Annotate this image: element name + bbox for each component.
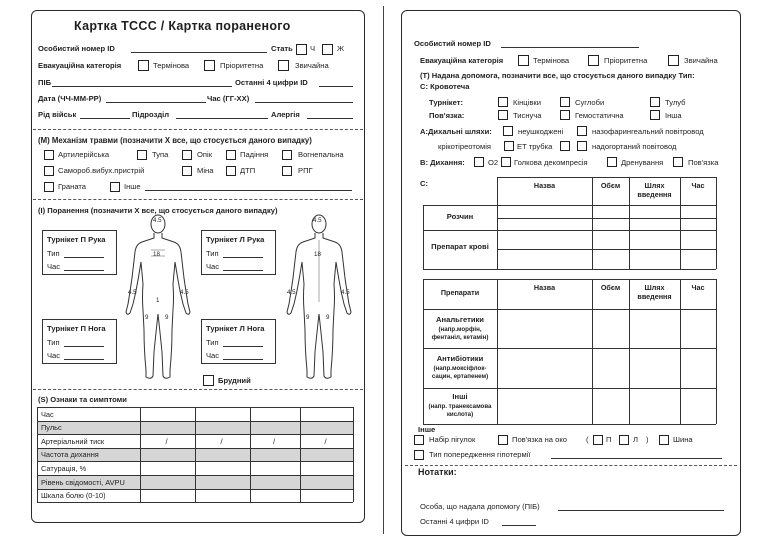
mechanism-title: (M) Механізм травми (позначити X все, що стосується даного випадку) — [38, 136, 312, 145]
unit-field[interactable] — [176, 118, 268, 119]
signs-value-cell[interactable] — [140, 448, 195, 462]
mech-artillery-checkbox[interactable] — [44, 150, 54, 160]
other-eye-open: ( — [586, 435, 589, 444]
body-head-percent: 4.5 — [153, 217, 162, 224]
airway-sga-checkbox[interactable] — [577, 141, 587, 151]
dressing-other-checkbox[interactable] — [650, 110, 660, 120]
dressing-hemostatic-label: Гемостатична — [575, 111, 624, 120]
other-eye-left-label: Л — [633, 435, 638, 444]
other-splint-label: Шина — [673, 435, 693, 444]
mech-mva-label: ДТП — [240, 166, 256, 175]
name-field[interactable] — [52, 86, 232, 87]
tq-time-label: Час — [47, 262, 61, 271]
meds-header: Назва — [533, 283, 556, 292]
tq-time-field[interactable] — [223, 270, 263, 271]
other-pill-label: Набір пігулок — [429, 435, 476, 444]
body-groin-percent: 1 — [156, 297, 160, 304]
bp-slash: / — [220, 436, 223, 446]
airway-cric-checkbox[interactable] — [504, 141, 514, 151]
other-splint-checkbox[interactable] — [659, 435, 669, 445]
mech-blunt-checkbox[interactable] — [137, 150, 147, 160]
mech-gunshot-label: Вогнепальна — [298, 150, 344, 159]
med-category-label: Антибіотики — [436, 354, 484, 363]
signs-value-cell[interactable] — [250, 448, 300, 462]
last4-field[interactable] — [319, 86, 353, 87]
tq-type-label: Тип — [47, 338, 60, 347]
meds-header: Час — [691, 283, 705, 292]
back-evac-routine-label: Звичайна — [684, 56, 718, 65]
fluids-grid-line — [592, 177, 593, 269]
date-label: Дата (ЧЧ-ММ-РР) — [38, 94, 102, 103]
tq-type-field[interactable] — [64, 346, 104, 347]
signs-grid-line — [37, 502, 353, 503]
signs-value-cell[interactable] — [195, 434, 250, 448]
signs-row-label: Рівень свідомості, AVPU — [41, 477, 125, 487]
meds-grid-line — [423, 279, 424, 424]
tq-limbs-label: Кінцівки — [513, 98, 541, 107]
body-chest-percent: 18 — [153, 251, 160, 258]
bp-slash: / — [324, 436, 327, 446]
other-title: Інше — [418, 425, 436, 434]
provider-label: Особа, що надала допомогу (ПІБ) — [420, 502, 540, 511]
meds-grid-line — [423, 309, 716, 310]
signs-value-cell[interactable] — [300, 407, 353, 421]
sex-male-checkbox[interactable] — [296, 44, 307, 55]
signs-value-cell[interactable] — [195, 407, 250, 421]
provider-field[interactable] — [558, 510, 724, 511]
med-category-label: Анальгетики — [436, 315, 484, 324]
tq-trunk-checkbox[interactable] — [650, 97, 660, 107]
meds-grid-line — [423, 424, 716, 425]
fold-divider — [383, 6, 384, 534]
evac-routine-label: Звичайна — [295, 61, 329, 70]
mech-other-field[interactable] — [145, 190, 352, 191]
fluids-header: Обєм — [600, 181, 621, 190]
id-field[interactable] — [131, 52, 267, 53]
card-title: Картка ТССС / Картка пораненого — [74, 19, 291, 33]
signs-value-cell[interactable] — [140, 475, 195, 489]
fluids-grid-line — [497, 218, 716, 219]
signs-value-cell[interactable] — [300, 475, 353, 489]
id-label: Особистий номер ID — [38, 44, 115, 53]
body-leg-percent: 9 — [326, 314, 330, 321]
meds-grid-line — [497, 279, 498, 424]
back-id-field[interactable] — [501, 47, 639, 48]
mech-mine-label: Міна — [197, 166, 214, 175]
fluids-grid-line — [423, 230, 716, 231]
signs-value-cell[interactable] — [195, 489, 250, 503]
body-leg-percent: 9 — [145, 314, 149, 321]
evac-priority-label: Пріоритетна — [220, 61, 264, 70]
other-pill-checkbox[interactable] — [414, 435, 424, 445]
mech-grenade-label: Граната — [58, 182, 86, 191]
mech-ied-checkbox[interactable] — [44, 166, 54, 176]
mech-other-checkbox[interactable] — [110, 182, 120, 192]
evac-urgent-checkbox[interactable] — [138, 60, 149, 71]
back-evac-urgent-checkbox[interactable] — [518, 55, 529, 66]
airway-ett-label: ЕТ трубка — [517, 142, 553, 151]
tq-label: Турнікет: — [429, 98, 463, 107]
signs-value-cell[interactable] — [250, 407, 300, 421]
signs-value-cell[interactable] — [140, 421, 195, 435]
signs-value-cell[interactable] — [140, 461, 195, 475]
back-id-label: Особистий номер ID — [414, 39, 491, 48]
branch-field[interactable] — [80, 118, 130, 119]
help-title: (T) Надана допомога, позначити все, що стосується даного випадку Тип: — [420, 71, 695, 80]
body-arm-percent: 4.5 — [128, 289, 137, 296]
mech-fall-checkbox[interactable] — [226, 150, 236, 160]
meds-grid-line — [680, 279, 681, 424]
signs-value-cell[interactable] — [300, 421, 353, 435]
mech-mva-checkbox[interactable] — [226, 166, 236, 176]
mech-rpg-label: РПГ — [298, 166, 313, 175]
section-divider — [33, 199, 363, 200]
other-eye-left-checkbox[interactable] — [619, 435, 629, 445]
mech-blunt-label: Тупа — [152, 150, 169, 159]
meds-header: Шлях введення — [637, 283, 672, 301]
time-label: Час (ГГ-ХХ) — [207, 94, 250, 103]
other-hypo-label: Тип попередження гіпотермії — [429, 450, 531, 459]
signs-row-label: Частота дихання — [41, 450, 99, 460]
evac-label: Евакуаційна категорія — [38, 61, 122, 70]
signs-grid-line — [37, 407, 38, 502]
tq-type-field[interactable] — [64, 257, 104, 258]
tq-time-field[interactable] — [223, 359, 263, 360]
dressing-pressure-checkbox[interactable] — [498, 110, 508, 120]
tq-type-label: Тип — [47, 249, 60, 258]
other-eye-right-label: П — [606, 435, 612, 444]
breathing-needle-checkbox[interactable] — [607, 157, 617, 167]
notes-title: Нотатки: — [418, 467, 457, 477]
fluids-grid-line — [716, 177, 717, 269]
body-arm-percent: 4.5 — [341, 289, 350, 296]
fluid-row-label: Препарат крові — [431, 242, 489, 251]
back-evac-urgent-label: Термінова — [533, 56, 570, 65]
tq-time-label: Час — [47, 351, 61, 360]
meds-grid-line — [716, 279, 717, 424]
airway-intact-checkbox[interactable] — [503, 126, 513, 136]
signs-value-cell[interactable] — [140, 407, 195, 421]
signs-row-label: Пульс — [41, 423, 62, 433]
tq-right-arm-label: Турнікет П Рука — [47, 235, 106, 244]
fluid-row-label: Розчин — [446, 212, 474, 221]
provider-last4-field[interactable] — [502, 525, 536, 526]
signs-value-cell[interactable] — [250, 421, 300, 435]
allergy-label: Алергія — [271, 110, 300, 119]
signs-value-cell[interactable] — [140, 434, 195, 448]
tq-type-field[interactable] — [223, 346, 263, 347]
fluids-grid-line — [497, 177, 498, 269]
meds-header: Препарати — [440, 288, 480, 297]
last4-label: Останні 4 цифри ID — [235, 78, 308, 87]
meds-grid-line — [423, 388, 716, 389]
back-evac-priority-label: Пріоритетна — [604, 56, 648, 65]
other-eye-close: ) — [646, 435, 649, 444]
dressing-pressure-label: Тиснуча — [513, 111, 542, 120]
meds-grid-line — [423, 348, 716, 349]
mech-rpg-checkbox[interactable] — [282, 166, 292, 176]
airway-intact-label: неушкоджені — [518, 127, 564, 136]
signs-value-cell[interactable] — [195, 421, 250, 435]
other-hypo-field[interactable] — [551, 458, 722, 459]
mech-mine-checkbox[interactable] — [182, 166, 192, 176]
mech-artillery-label: Артилерійська — [58, 150, 110, 159]
breathing-o2-checkbox[interactable] — [474, 157, 484, 167]
evac-routine-checkbox[interactable] — [278, 60, 289, 71]
signs-value-cell[interactable] — [250, 475, 300, 489]
section-divider — [405, 465, 737, 466]
breathing-label: В: Дихання: — [420, 158, 465, 167]
tq-limbs-checkbox[interactable] — [498, 97, 508, 107]
breathing-needle-label: Голкова декомпресія — [514, 158, 588, 167]
tq-left-leg-label: Турнікет Л Нога — [206, 324, 265, 333]
other-eye-right-checkbox[interactable] — [593, 435, 603, 445]
tq-type-label: Тип — [206, 338, 219, 347]
body-head-percent: 4.5 — [313, 217, 322, 224]
signs-row-label: Сатурація, % — [41, 463, 87, 473]
tq-time-field[interactable] — [64, 359, 104, 360]
signs-value-cell[interactable] — [195, 461, 250, 475]
section-divider — [33, 389, 363, 390]
dressing-hemostatic-checkbox[interactable] — [560, 110, 570, 120]
breathing-seal-checkbox[interactable] — [673, 157, 683, 167]
breathing-o2-extra-checkbox[interactable] — [501, 157, 511, 167]
airway-ett-checkbox[interactable] — [560, 141, 570, 151]
other-eye-checkbox[interactable] — [498, 435, 508, 445]
signs-row-label: Шкала болю (0-10) — [41, 491, 106, 501]
circulation-label: С: — [420, 179, 429, 188]
mech-gunshot-checkbox[interactable] — [282, 150, 292, 160]
body-arm-percent: 4.5 — [180, 289, 189, 296]
name-label: ПІБ — [38, 78, 52, 87]
dirty-label: Брудний — [218, 376, 251, 385]
back-evac-label: Евакуаційна категорія — [420, 56, 504, 65]
signs-value-cell[interactable] — [300, 489, 353, 503]
signs-title: (S) Ознаки та симптоми — [38, 395, 127, 404]
sex-female-checkbox[interactable] — [322, 44, 333, 55]
branch-label: Рід військ — [38, 110, 77, 119]
body-chest-percent: 18 — [314, 251, 321, 258]
section-divider — [33, 129, 363, 130]
signs-value-cell[interactable] — [250, 461, 300, 475]
signs-value-cell[interactable] — [300, 461, 353, 475]
tq-time-label: Час — [206, 262, 220, 271]
breathing-chest-tube-label: Дренування — [621, 158, 664, 167]
fluids-grid-line — [423, 205, 716, 206]
other-eye-label: Пов'язка на око — [512, 435, 567, 444]
med-category-example: (напр.морфін, фентаніл, кетамін) — [431, 326, 489, 342]
med-category-example: (напр. транексамова кислота) — [428, 403, 492, 419]
bp-slash: / — [165, 436, 168, 446]
time-field[interactable] — [255, 102, 353, 103]
injury-title: (І) Поранення (позначити X все, що стосується даного випадку) — [38, 206, 278, 215]
airway-npa-checkbox[interactable] — [577, 126, 587, 136]
evac-urgent-label: Термінова — [153, 61, 190, 70]
airway-label: А:Дихальні шляхи: — [420, 127, 492, 136]
signs-value-cell[interactable] — [300, 434, 353, 448]
meds-grid-line — [423, 279, 716, 280]
sex-female-label: Ж — [337, 44, 345, 53]
signs-value-cell[interactable] — [195, 448, 250, 462]
tq-junctional-label: Суглоби — [575, 98, 605, 107]
breathing-seal-label: Пов'язка — [688, 158, 719, 167]
signs-value-cell[interactable] — [140, 489, 195, 503]
tq-type-field[interactable] — [223, 257, 263, 258]
fluids-header: Час — [691, 181, 705, 190]
signs-row-label: Час — [41, 409, 54, 419]
fluids-header: Назва — [533, 181, 556, 190]
body-arm-percent: 4.5 — [287, 289, 296, 296]
fluids-grid-line — [497, 249, 716, 250]
med-category-example: (напр.моксіфлок-сацин, ертапенем) — [431, 365, 489, 381]
tq-type-label: Тип — [206, 249, 219, 258]
signs-value-cell[interactable] — [195, 475, 250, 489]
signs-row-label: Артеріальний тиск — [41, 436, 105, 446]
provider-last4-label: Останні 4 цифри ID — [420, 517, 489, 526]
date-field[interactable] — [106, 102, 206, 103]
mech-burn-checkbox[interactable] — [182, 150, 192, 160]
body-leg-percent: 9 — [306, 314, 310, 321]
tq-time-field[interactable] — [64, 270, 104, 271]
sex-male-label: Ч — [310, 44, 316, 53]
tq-junctional-checkbox[interactable] — [560, 97, 570, 107]
dressing-label: Пов'язка: — [429, 111, 465, 120]
meds-header: Обєм — [600, 283, 621, 292]
signs-value-cell[interactable] — [250, 434, 300, 448]
mech-grenade-checkbox[interactable] — [44, 182, 54, 192]
signs-value-cell[interactable] — [250, 489, 300, 503]
tq-trunk-label: Тулуб — [665, 98, 686, 107]
body-leg-percent: 9 — [165, 314, 169, 321]
tq-time-label: Час — [206, 351, 220, 360]
dressing-other-label: Інша — [665, 111, 682, 120]
fluids-grid-line — [680, 177, 681, 269]
sex-label: Стать — [271, 44, 293, 53]
fluids-header: Шлях введення — [637, 181, 672, 199]
tq-left-arm-label: Турнікет Л Рука — [206, 235, 265, 244]
other-hypo-checkbox[interactable] — [414, 450, 424, 460]
airway-npa-label: назофарингеальний повітровод — [592, 127, 704, 136]
fluids-grid-line — [497, 177, 716, 178]
airway-cric-label: крікотіреотомія — [438, 142, 492, 151]
airway-sga-label: надогортаний повітовод — [592, 142, 677, 151]
back-evac-routine-checkbox[interactable] — [668, 55, 679, 66]
allergy-field[interactable] — [307, 118, 353, 119]
med-category-label: Інші — [452, 392, 468, 401]
mech-burn-label: Опік — [197, 150, 213, 159]
fluids-grid-line — [423, 269, 716, 270]
mech-other-label: Інше — [124, 182, 141, 191]
unit-label: Підрозділ — [132, 110, 170, 119]
evac-priority-checkbox[interactable] — [204, 60, 215, 71]
back-evac-priority-checkbox[interactable] — [588, 55, 599, 66]
breathing-o2-label: О2 — [488, 158, 499, 167]
mech-fall-label: Падіння — [240, 150, 269, 159]
signs-grid-line — [353, 407, 354, 502]
bp-slash: / — [273, 436, 276, 446]
dirty-checkbox[interactable] — [203, 375, 214, 386]
bleeding-label: С: Кровотеча — [420, 82, 470, 91]
mech-ied-label: Самороб.вибух.пристрій — [58, 166, 145, 175]
body-back-diagram[interactable] — [279, 212, 359, 382]
signs-value-cell[interactable] — [300, 448, 353, 462]
tq-right-leg-label: Турнікет П Нога — [47, 324, 106, 333]
meds-grid-line — [592, 279, 593, 424]
